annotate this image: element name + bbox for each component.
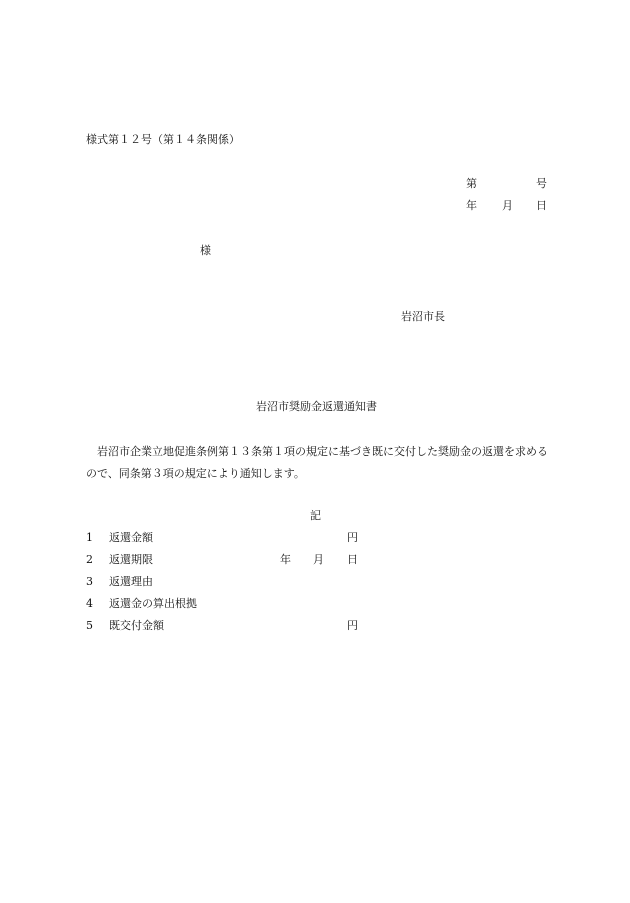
- deadline-year-label: 年: [280, 553, 291, 566]
- document-number-suffix: 号: [536, 177, 547, 190]
- item-number: 3: [86, 575, 93, 588]
- yen-unit: 円: [347, 619, 358, 632]
- date-day-label: 日: [536, 199, 547, 212]
- document-number-prefix: 第: [466, 177, 477, 190]
- item-label: 既交付金額: [109, 619, 164, 632]
- date-month-label: 月: [502, 199, 513, 212]
- sender-name: 岩沼市長: [401, 310, 445, 323]
- item-number: 1: [86, 531, 93, 544]
- ki-marker: 記: [310, 509, 321, 522]
- body-paragraph: 岩沼市企業立地促進条例第１３条第１項の規定に基づき既に交付した奨励金の返還を求めるので、同条第３項の規定により通知します。: [86, 445, 548, 480]
- recipient-honorific: 様: [200, 244, 211, 257]
- deadline-day-label: 日: [347, 553, 358, 566]
- item-label: 返還金額: [109, 531, 153, 544]
- item-number: 4: [86, 597, 93, 610]
- date-year-label: 年: [466, 199, 477, 212]
- form-number: 様式第１２号（第１４条関係）: [86, 133, 240, 146]
- document-title: 岩沼市奨励金返還通知書: [256, 400, 377, 413]
- list-item-calculation-basis: [0, 598, 630, 612]
- list-item-return-amount: [0, 532, 630, 546]
- list-item-return-deadline: [0, 554, 630, 568]
- item-label: 返還理由: [109, 575, 153, 588]
- item-label: 返還期限: [109, 553, 153, 566]
- list-item-granted-amount: [0, 620, 630, 634]
- item-number: 2: [86, 553, 93, 566]
- item-number: 5: [86, 619, 93, 632]
- item-label: 返還金の算出根拠: [109, 597, 197, 610]
- deadline-month-label: 月: [313, 553, 324, 566]
- yen-unit: 円: [347, 531, 358, 544]
- list-item-return-reason: [0, 576, 630, 590]
